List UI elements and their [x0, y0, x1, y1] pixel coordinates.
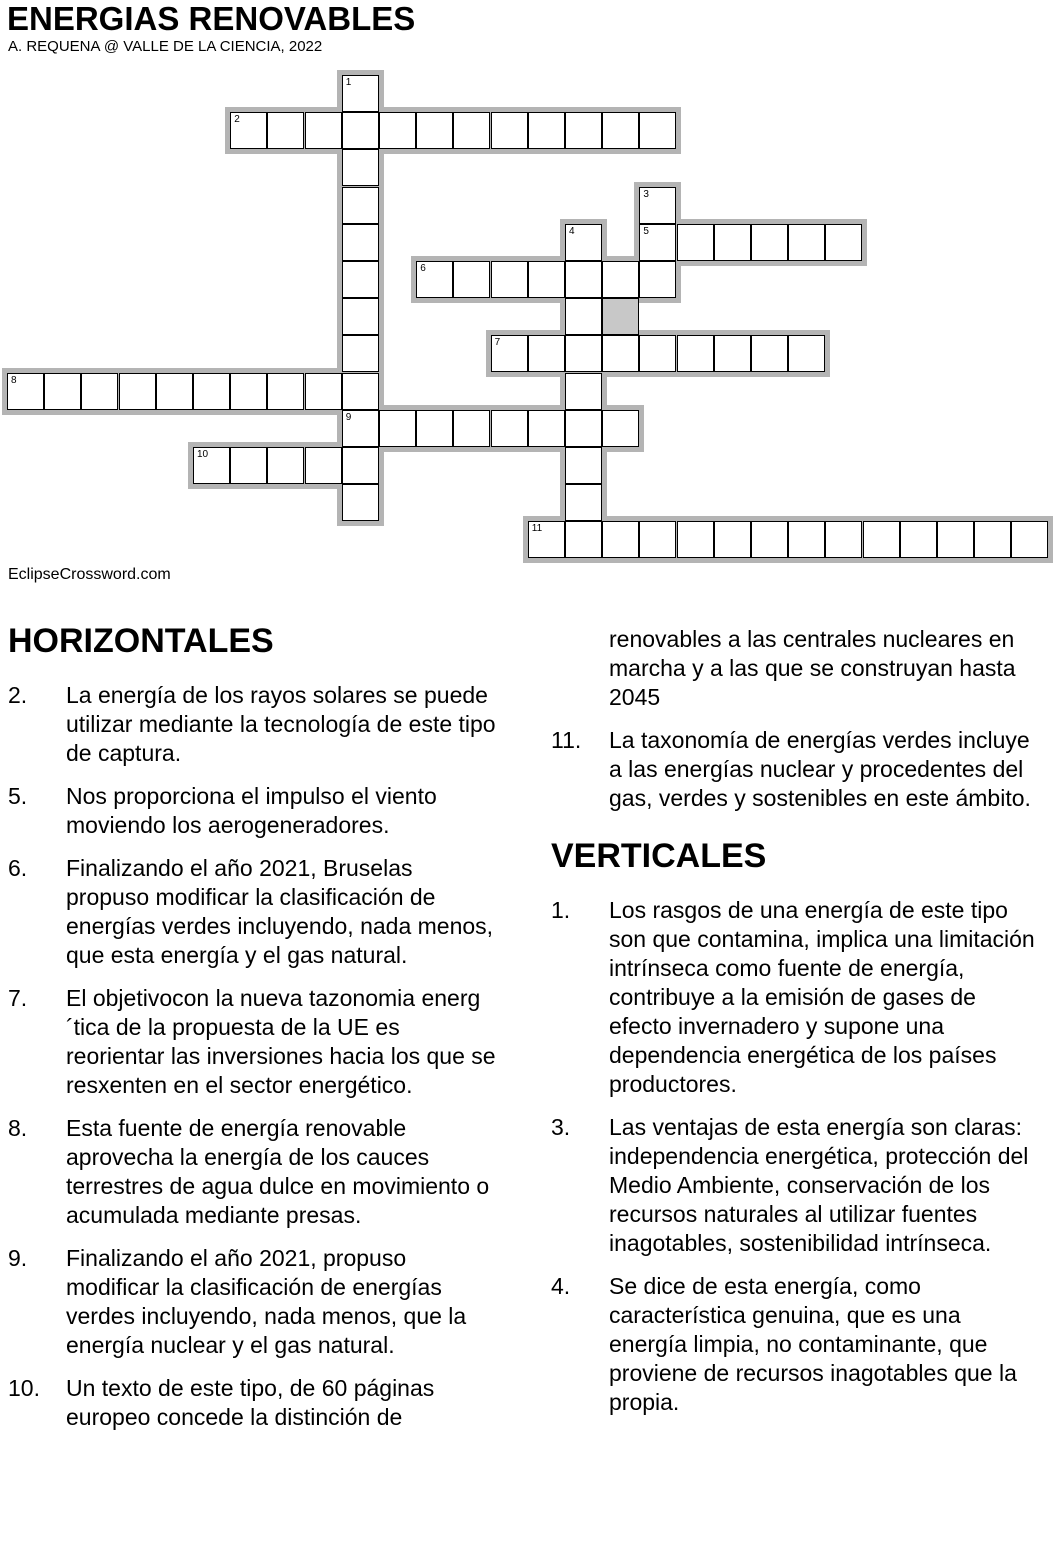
grid-cell[interactable] [416, 410, 453, 447]
grid-cell[interactable] [639, 335, 676, 372]
cell-number: 10 [197, 449, 209, 460]
clue-item [551, 726, 1041, 813]
grid-cell[interactable] [788, 521, 825, 558]
clue-number: 6. [8, 855, 28, 881]
grid-cell[interactable] [453, 261, 490, 298]
clue-number: 5. [8, 783, 28, 809]
grid-cell[interactable] [937, 521, 974, 558]
grid-cell[interactable] [639, 521, 676, 558]
grid-cell[interactable] [825, 224, 862, 261]
grid-cell[interactable] [565, 373, 602, 410]
clue-item [8, 984, 498, 1100]
grid-cell[interactable] [565, 447, 602, 484]
horizontal-heading: HORIZONTALES [8, 622, 274, 660]
cell-number: 11 [531, 523, 543, 535]
grid-cell[interactable] [602, 261, 639, 298]
grid-cell[interactable] [193, 373, 230, 410]
cell-number: 8 [11, 374, 17, 386]
grid-cell[interactable] [677, 224, 714, 261]
clue-item [551, 1113, 1041, 1258]
grid-cell[interactable] [714, 335, 751, 372]
clue-item [8, 1374, 498, 1432]
clue-text: Se dice de esta energía, como característica genuina, que es una energía limpia, no contaminante, que proviene de recursos inagotables que la propia. [609, 1273, 1017, 1415]
grid-cell[interactable] [267, 447, 304, 484]
clue-number: 3. [551, 1114, 571, 1140]
grid-cell[interactable] [788, 335, 825, 372]
clue-text: La taxonomía de energías verdes incluye a las energías nuclear y procedentes del gas, verdes y sostenibles en este ámbito. [609, 727, 1031, 811]
grid-cell[interactable] [305, 447, 342, 484]
grid-cell[interactable] [491, 410, 528, 447]
grid-cell[interactable] [565, 298, 602, 335]
grid-cell[interactable] [230, 373, 267, 410]
grid-cell[interactable] [491, 335, 528, 372]
grid-cell[interactable] [565, 261, 602, 298]
grid-cell[interactable] [267, 112, 304, 149]
clue-text: El objetivocon la nueva tazonomia energ´tica de la propuesta de la UE es reorientar las inversiones hacia los que se resxenten en el sector energético. [66, 985, 496, 1098]
grid-cell[interactable] [342, 112, 379, 149]
cell-number: 6 [420, 263, 426, 274]
clue-text: renovables a las centrales nucleares en marcha y a las que se construyan hasta 2045 [609, 626, 1016, 710]
grid-cell[interactable] [528, 335, 565, 372]
grid-cell[interactable] [863, 521, 900, 558]
grid-cell[interactable] [751, 521, 788, 558]
cell-number: 9 [345, 411, 352, 423]
cell-number: 3 [643, 188, 649, 200]
clue-number: 9. [8, 1245, 28, 1271]
clue-item-continued [551, 625, 1041, 712]
right-clues-column [551, 625, 1041, 1417]
grid-cell[interactable] [416, 112, 453, 149]
clue-text: Un texto de este tipo, de 60 páginas europeo concede la distinción de [66, 1375, 435, 1430]
grid-cell[interactable] [974, 521, 1011, 558]
clue-text: La energía de los rayos solares se puede utilizar mediante la tecnología de este tipo de captura. [66, 682, 496, 766]
grid-cell[interactable] [602, 410, 639, 447]
vertical-heading: VERTICALES [551, 837, 767, 875]
cell-number: 5 [643, 225, 649, 237]
clue-number: 8. [8, 1115, 28, 1141]
site-credit: EclipseCrossword.com [8, 566, 171, 583]
clue-item [8, 1244, 498, 1360]
grid-cell[interactable] [44, 373, 81, 410]
clue-number: 1. [551, 897, 571, 923]
grid-cell[interactable] [528, 261, 565, 298]
cell-number: 4 [569, 225, 575, 237]
grid-cell[interactable] [230, 447, 267, 484]
grid-cell[interactable] [751, 224, 788, 261]
grid-cell[interactable] [342, 75, 379, 112]
grid-cell[interactable] [379, 410, 416, 447]
grid-cell[interactable] [677, 521, 714, 558]
grid-cell[interactable] [342, 149, 379, 186]
clue-text: Nos proporciona el impulso el viento moviendo los aerogeneradores. [66, 783, 437, 838]
grid-cell[interactable] [342, 224, 379, 261]
grid-cell[interactable] [565, 335, 602, 372]
clue-number: 10. [8, 1375, 40, 1401]
clue-number: 2. [8, 682, 28, 708]
grid-cell[interactable] [230, 112, 267, 149]
grid-cell[interactable] [639, 187, 676, 224]
cell-number: 2 [234, 114, 240, 126]
grid-cell[interactable] [453, 112, 490, 149]
puzzle-author: A. REQUENA @ VALLE DE LA CIENCIA, 2022 [8, 38, 323, 55]
grid-cell[interactable] [639, 261, 676, 298]
grid-cell[interactable] [788, 224, 825, 261]
grid-cell[interactable] [453, 410, 490, 447]
grid-cell[interactable] [342, 484, 379, 521]
grid-cell[interactable] [342, 410, 379, 447]
grid-cell[interactable] [342, 447, 379, 484]
grid-cell[interactable] [81, 373, 118, 410]
clue-text: Las ventajas de esta energía son claras: independencia energética, protección del Medio Ambiente, conservación de los recursos naturales al utilizar fuentes inagotables, sostenibilidad intrínseca. [609, 1114, 1029, 1256]
grid-cell[interactable] [602, 112, 639, 149]
cell-number: 7 [494, 337, 501, 349]
grid-cell[interactable] [491, 112, 528, 149]
shaded-cell [602, 298, 639, 335]
grid-cell[interactable] [342, 298, 379, 335]
grid-cell[interactable] [602, 335, 639, 372]
clue-item [8, 854, 498, 970]
clue-text: Esta fuente de energía renovable aprovecha la energía de los cauces terrestres de agua dulce en movimiento o acumulada mediante presas. [66, 1115, 490, 1228]
clue-item [8, 1114, 498, 1230]
grid-cell[interactable] [193, 447, 230, 484]
grid-cell[interactable] [900, 521, 937, 558]
grid-cell[interactable] [751, 335, 788, 372]
grid-cell[interactable] [825, 521, 862, 558]
grid-cell[interactable] [528, 410, 565, 447]
grid-cell[interactable] [342, 187, 379, 224]
clue-text: Finalizando el año 2021, Bruselas propuso modificar la clasificación de energías verdes incluyendo, nada menos, que esta energía y el gas natural. [66, 855, 494, 968]
grid-cell[interactable] [305, 112, 342, 149]
grid-cell[interactable] [342, 261, 379, 298]
grid-cell[interactable] [565, 484, 602, 521]
grid-cell[interactable] [639, 112, 676, 149]
grid-cell[interactable] [7, 373, 44, 410]
grid-cell[interactable] [639, 224, 676, 261]
clue-number: 11. [551, 727, 582, 753]
grid-cell[interactable] [714, 224, 751, 261]
puzzle-title: ENERGIAS RENOVABLES [7, 0, 416, 37]
grid-cell[interactable] [379, 112, 416, 149]
crossword-grid [0, 0, 1058, 600]
grid-cell[interactable] [565, 112, 602, 149]
grid-cell[interactable] [342, 373, 379, 410]
grid-cell[interactable] [305, 373, 342, 410]
grid-cell[interactable] [342, 335, 379, 372]
grid-cell[interactable] [528, 521, 565, 558]
cell-number: 1 [345, 77, 352, 88]
grid-cell[interactable] [119, 373, 156, 410]
grid-cell[interactable] [677, 335, 714, 372]
grid-cell[interactable] [565, 521, 602, 558]
grid-cell[interactable] [565, 224, 602, 261]
grid-cell[interactable] [491, 261, 528, 298]
clue-item [8, 782, 498, 840]
clue-text: Los rasgos de una energía de este tipo son que contamina, implica una limitación intrínseca como fuente de energía, contribuye a la emisión de gases de efecto invernadero y supone una dependencia energética de los países productores. [609, 897, 1035, 1097]
clue-text: Finalizando el año 2021, propuso modificar la clasificación de energías verdes incluyendo, nada menos, que la energía nuclear y el gas natural. [66, 1245, 467, 1358]
grid-cell[interactable] [528, 112, 565, 149]
grid-cell[interactable] [602, 521, 639, 558]
grid-cell[interactable] [714, 521, 751, 558]
clue-number: 7. [8, 985, 28, 1011]
grid-cell[interactable] [156, 373, 193, 410]
grid-cell[interactable] [267, 373, 304, 410]
horizontal-clues-column [8, 622, 498, 1432]
grid-cell[interactable] [1011, 521, 1048, 558]
clue-number: 4. [551, 1273, 571, 1299]
grid-cell[interactable] [416, 261, 453, 298]
grid-cell[interactable] [565, 410, 602, 447]
clue-item [551, 896, 1041, 1099]
clue-item [8, 681, 498, 768]
clue-item [551, 1272, 1041, 1417]
